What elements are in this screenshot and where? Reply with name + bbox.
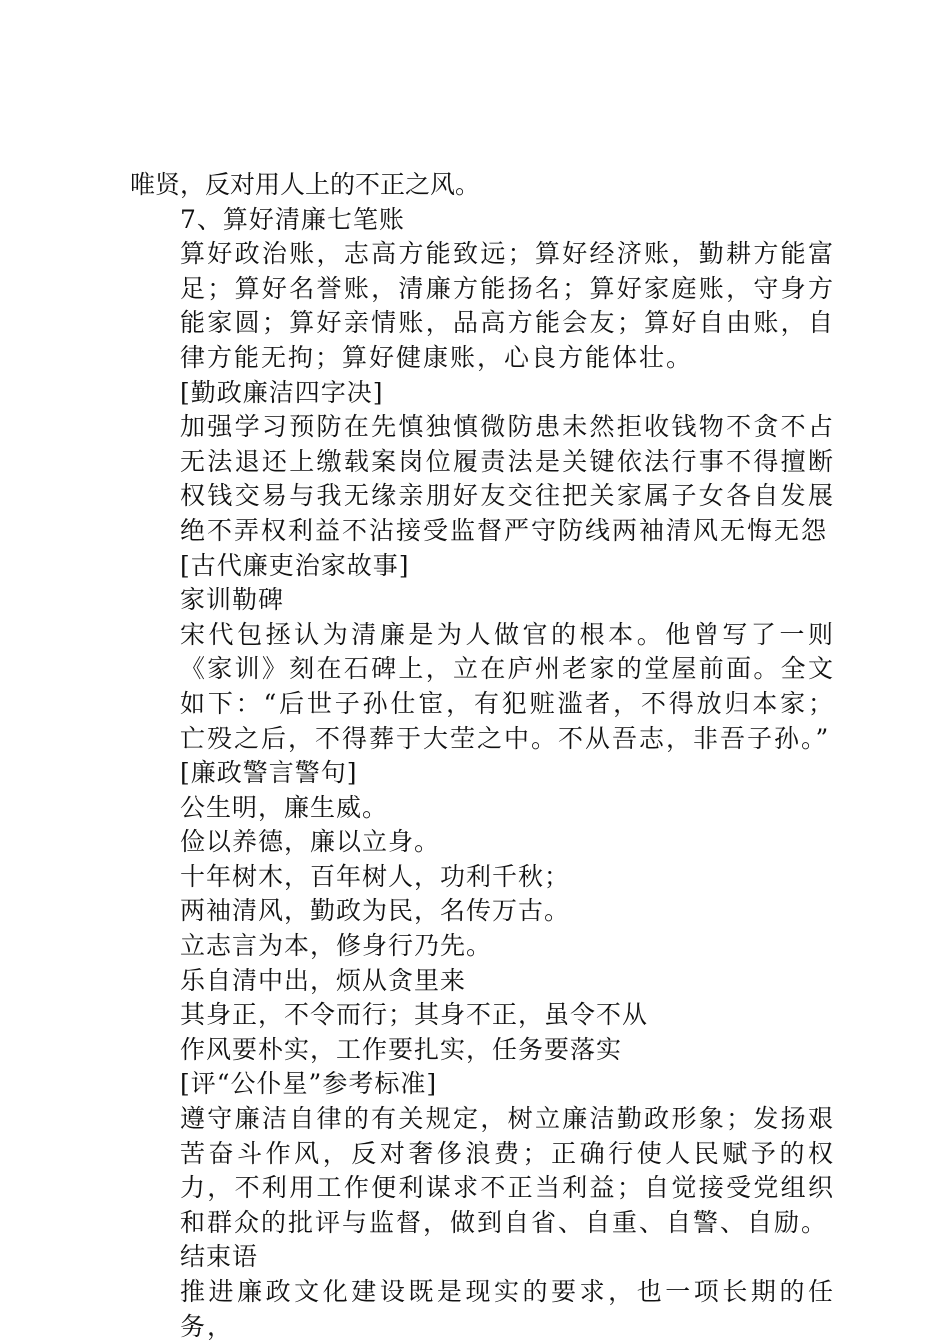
section-7-title: 7、算好清廉七笔账 (180, 204, 405, 234)
story-section-title: [古代廉吏治家故事] (180, 550, 410, 580)
document-page (130, 168, 835, 1344)
formula-title: [勤政廉洁四字决] (180, 377, 384, 407)
standard-title: [评“公仆星”参考标准] (180, 1069, 438, 1099)
closing-title: 结束语 (180, 1242, 259, 1272)
standard-body: 遵守廉洁自律的有关规定，树立廉洁勤政形象；发扬艰苦奋斗作风，反对奢侈浪费；正确行使人民赋予的权力，不利用工作便利谋求不正当利益；自觉接受党组织和群众的批评与监督，做到自省、自重、自警、自励。 (180, 1104, 835, 1237)
motto-line: 俭以养德，廉以立身。 (180, 827, 441, 857)
motto-line: 两袖清风，勤政为民，名传万古。 (180, 896, 571, 926)
motto-line: 乐自清中出，烦从贪里来 (180, 965, 467, 995)
story-body: 宋代包拯认为清廉是为人做官的根本。他曾写了一则《家训》刻在石碑上，立在庐州老家的堂屋前面。全文如下：“后世子孙仕宦，有犯赃滥者，不得放归本家；亡殁之后，不得葬于大茔之中。不从吾志，非吾子孙。” (180, 619, 835, 753)
motto-line: 十年树木，百年树人，功利千秋； (180, 861, 571, 891)
motto-line: 公生明，廉生威。 (180, 792, 389, 822)
motto-line: 其身正，不令而行；其身不正，虽令不从 (180, 1000, 649, 1030)
formula-body: 加强学习预防在先慎独慎微防患未然拒收钱物不贪不占无法退还上缴载案岗位履责法是关键依法行事不得擅断权钱交易与我无缘亲朋好友交往把关家属子女各自发展绝不弄权利益不沾接受监督严守防线两袖清风无悔无怨 (180, 412, 835, 545)
continuation-text: 唯贤，反对用人上的不正之风。 (130, 170, 481, 199)
motto-title: [廉政警言警句] (180, 758, 358, 788)
story-title: 家训勒碑 (180, 585, 285, 615)
motto-line: 作风要朴实，工作要扎实，任务要落实 (180, 1034, 623, 1064)
motto-line: 立志言为本，修身行乃先。 (180, 931, 493, 961)
closing-body: 推进廉政文化建设既是现实的要求，也一项长期的任务， (180, 1277, 835, 1341)
section-7-body: 算好政治账，志高方能致远；算好经济账，勤耕方能富足；算好名誉账，清廉方能扬名；算好家庭账，守身方能家圆；算好亲情账，品高方能会友；算好自由账，自律方能无拘；算好健康账，心良方能体壮。 (180, 239, 835, 372)
